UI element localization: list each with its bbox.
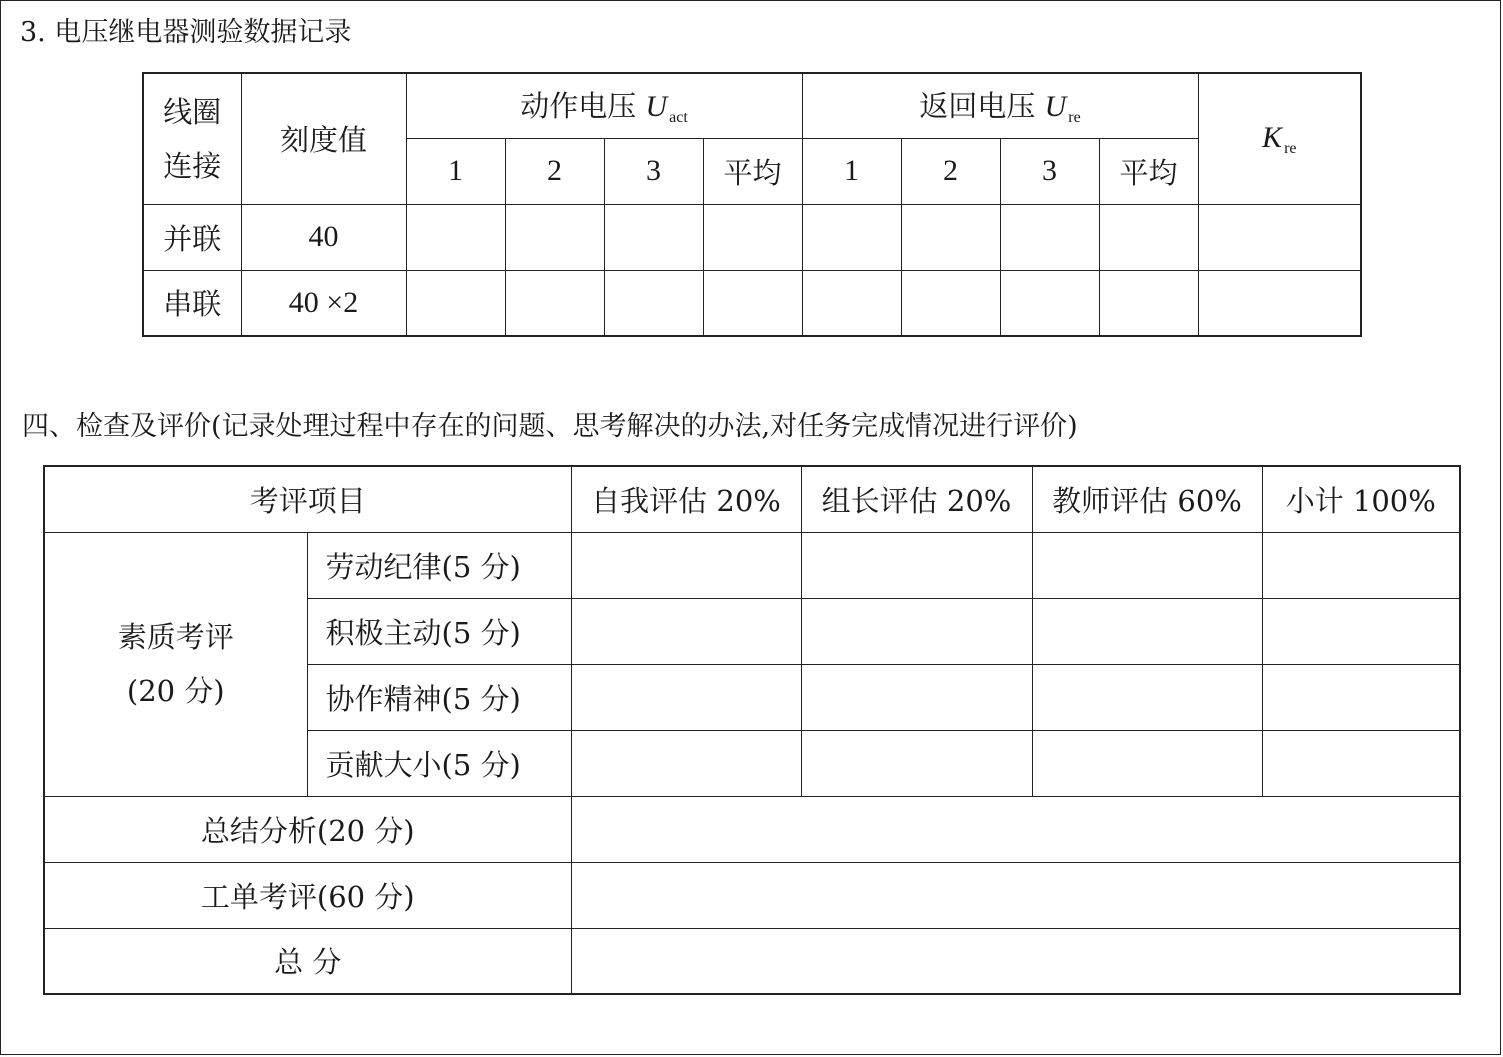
table-row	[44, 532, 1460, 598]
input-cell[interactable]	[901, 270, 1000, 336]
table-row	[44, 928, 1460, 994]
subtotal-header: 小计 100%	[1262, 466, 1460, 532]
evaluation-table	[43, 465, 1461, 995]
score-cell[interactable]	[571, 598, 801, 664]
input-cell[interactable]	[505, 270, 604, 336]
leader-eval-header: 组长评估 20%	[801, 466, 1032, 532]
action-voltage-subscript: act	[669, 109, 688, 127]
scale-cell: 40 ×2	[241, 270, 406, 336]
quality-item: 协作精神(5 分)	[307, 664, 571, 730]
action-voltage-label: 动作电压	[520, 89, 637, 124]
act-col-1: 1	[406, 138, 505, 204]
table-row	[44, 796, 1460, 862]
worksheet-score-cell[interactable]	[571, 862, 1460, 928]
quality-item: 劳动纪律(5 分)	[307, 532, 571, 598]
quality-item: 积极主动(5 分)	[307, 598, 571, 664]
return-coefficient-header	[1198, 73, 1361, 204]
input-cell[interactable]	[1099, 270, 1198, 336]
total-score-cell[interactable]	[571, 928, 1460, 994]
input-cell[interactable]	[604, 270, 703, 336]
return-voltage-header	[802, 73, 1198, 138]
input-cell[interactable]	[1099, 204, 1198, 270]
action-voltage-symbol: U	[645, 90, 668, 124]
table-row	[44, 862, 1460, 928]
input-cell[interactable]	[1198, 270, 1361, 336]
return-voltage-label: 返回电压	[919, 89, 1036, 124]
act-col-3: 3	[604, 138, 703, 204]
act-col-2: 2	[505, 138, 604, 204]
score-cell[interactable]	[801, 730, 1032, 796]
score-cell[interactable]	[801, 598, 1032, 664]
total-score-label: 总 分	[44, 928, 571, 994]
input-cell[interactable]	[703, 204, 802, 270]
score-cell[interactable]	[1032, 730, 1262, 796]
input-cell[interactable]	[802, 270, 901, 336]
quality-eval-line1: 素质考评	[117, 620, 234, 654]
worksheet-eval-label: 工单考评(60 分)	[44, 862, 571, 928]
summary-analysis-label: 总结分析(20 分)	[44, 796, 571, 862]
input-cell[interactable]	[802, 204, 901, 270]
coil-connection-header	[143, 73, 241, 204]
quality-item: 贡献大小(5 分)	[307, 730, 571, 796]
input-cell[interactable]	[505, 204, 604, 270]
score-cell[interactable]	[571, 730, 801, 796]
score-cell[interactable]	[1262, 730, 1460, 796]
coil-header-line2: 连接	[163, 148, 222, 183]
score-cell[interactable]	[571, 532, 801, 598]
summary-score-cell[interactable]	[571, 796, 1460, 862]
score-cell[interactable]	[801, 532, 1032, 598]
scale-cell: 40	[241, 204, 406, 270]
act-col-avg: 平均	[703, 138, 802, 204]
re-col-avg: 平均	[1099, 138, 1198, 204]
score-cell[interactable]	[1262, 664, 1460, 730]
score-cell[interactable]	[1032, 664, 1262, 730]
score-cell[interactable]	[571, 664, 801, 730]
k-symbol: K	[1262, 120, 1283, 154]
self-eval-header: 自我评估 20%	[571, 466, 801, 532]
coil-cell: 串联	[143, 270, 241, 336]
score-cell[interactable]	[1032, 598, 1262, 664]
coil-cell: 并联	[143, 204, 241, 270]
scale-value-header: 刻度值	[241, 73, 406, 204]
table-row	[143, 270, 1361, 336]
input-cell[interactable]	[901, 204, 1000, 270]
input-cell[interactable]	[1000, 270, 1099, 336]
teacher-eval-header: 教师评估 60%	[1032, 466, 1262, 532]
return-voltage-subscript: re	[1068, 109, 1081, 127]
re-col-3: 3	[1000, 138, 1099, 204]
section-4-title: 四、检查及评价(记录处理过程中存在的问题、思考解决的办法,对任务完成情况进行评价)	[22, 411, 1078, 442]
k-subscript: re	[1284, 139, 1297, 157]
score-cell[interactable]	[1262, 598, 1460, 664]
re-col-2: 2	[901, 138, 1000, 204]
re-col-1: 1	[802, 138, 901, 204]
section-3-title: 3. 电压继电器测验数据记录	[20, 17, 352, 48]
action-voltage-header	[406, 73, 802, 138]
input-cell[interactable]	[604, 204, 703, 270]
eval-item-header: 考评项目	[44, 466, 571, 532]
input-cell[interactable]	[703, 270, 802, 336]
input-cell[interactable]	[1198, 204, 1361, 270]
score-cell[interactable]	[801, 664, 1032, 730]
quality-eval-line2: (20 分)	[126, 674, 225, 708]
table-row	[143, 204, 1361, 270]
input-cell[interactable]	[406, 270, 505, 336]
score-cell[interactable]	[1262, 532, 1460, 598]
relay-test-table	[142, 72, 1362, 337]
score-cell[interactable]	[1032, 532, 1262, 598]
return-voltage-symbol: U	[1044, 90, 1067, 124]
input-cell[interactable]	[1000, 204, 1099, 270]
quality-eval-group	[44, 532, 307, 796]
coil-header-line1: 线圈	[163, 94, 222, 129]
input-cell[interactable]	[406, 204, 505, 270]
